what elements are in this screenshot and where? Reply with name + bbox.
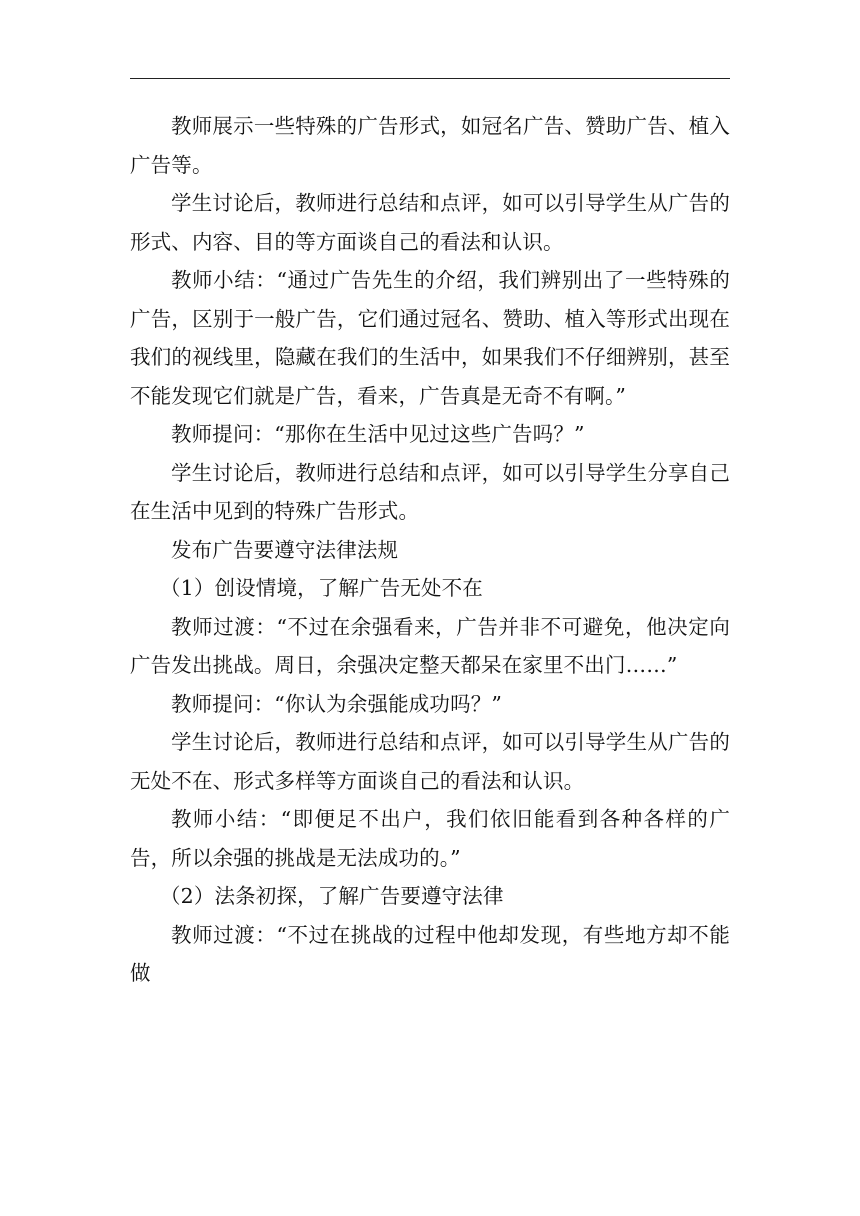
paragraph: 学生讨论后，教师进行总结和点评，如可以引导学生从广告的无处不在、形式多样等方面谈自己的看法和认识。 — [130, 730, 730, 793]
paragraph: 教师提问：“那你在生活中见过这些广告吗？” — [171, 422, 585, 446]
paragraph: 教师小结：“通过广告先生的介绍，我们辨别出了一些特殊的广告，区别于一般广告，它们通过冠名、赞助、植入等形式出现在我们的视线里，隐藏在我们的生活中，如果我们不仔细辨别，甚至不能发现它们就是广告，看来，广告真是无奇不有啊。” — [130, 268, 730, 408]
paragraph: 教师过渡：“不过在余强看来，广告并非不可避免，他决定向广告发出挑战。周日，余强决定整天都呆在家里不出门……” — [130, 614, 730, 677]
paragraph: 学生讨论后，教师进行总结和点评，如可以引导学生分享自己在生活中见到的特殊广告形式。 — [130, 460, 730, 523]
subsection-heading: （2）法条初探，了解广告要遵守法律 — [160, 884, 504, 908]
document-body — [130, 107, 730, 993]
paragraph: 学生讨论后，教师进行总结和点评，如可以引导学生从广告的形式、内容、目的等方面谈自己的看法和认识。 — [130, 191, 730, 254]
subsection-heading: （1）创设情境，了解广告无处不在 — [160, 576, 483, 600]
section-heading: 发布广告要遵守法律法规 — [171, 537, 399, 562]
paragraph: 教师小结：“即便足不出户，我们依旧能看到各种各样的广告，所以余强的挑战是无法成功的。” — [130, 807, 730, 870]
paragraph: 教师提问：“你认为余强能成功吗？” — [171, 691, 503, 716]
paragraph: 教师展示一些特殊的广告形式，如冠名广告、赞助广告、植入广告等。 — [130, 114, 730, 177]
header-rule — [130, 78, 730, 79]
paragraph: 教师过渡：“不过在挑战的过程中他却发现，有些地方却不能做 — [130, 922, 730, 985]
